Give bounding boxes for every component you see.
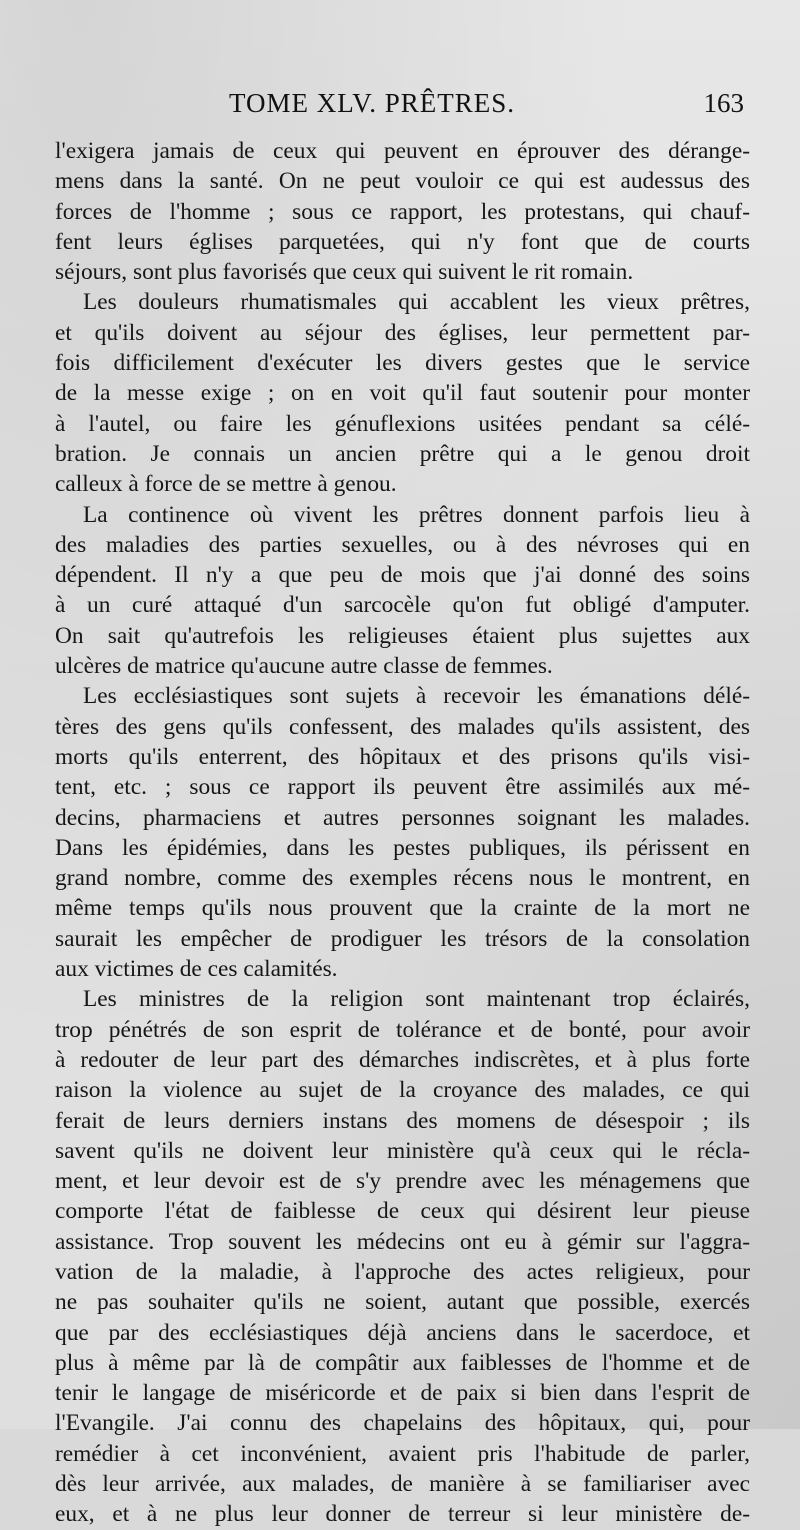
text-line: morts qu'ils enterrent, des hôpitaux et des prisons qu'ils visi- <box>55 743 750 770</box>
text-line: ferait de leurs derniers instans des momens de désespoir ; ils <box>55 1107 750 1134</box>
text-line: tères des gens qu'ils confessent, des malades qu'ils assistent, des <box>55 713 750 740</box>
text-line: eux, et à ne plus leur donner de terreur si leur ministère de- <box>55 1501 750 1528</box>
text-line: On sait qu'autrefois les religieuses étaient plus sujettes aux <box>55 622 750 649</box>
text-line: tenir le langage de miséricorde et de paix si bien dans l'esprit de <box>55 1380 750 1407</box>
text-line: calleux à force de se mettre à genou. <box>55 471 397 498</box>
text-line: l'exigera jamais de ceux qui peuvent en éprouver des dérange- <box>55 138 750 164</box>
text-line: bration. Je connais un ancien prêtre qui a le genou droit <box>55 440 750 467</box>
text-line: comporte l'état de faiblesse de ceux qui désirent leur pieuse <box>55 1198 750 1225</box>
text-line: savent qu'ils ne doivent leur ministère qu'à ceux qui le récla- <box>55 1137 750 1164</box>
text-line: aux victimes de ces calamités. <box>55 956 338 983</box>
text-line: Les ministres de la religion sont maintenant trop éclairés, <box>83 986 750 1013</box>
text-line: plus à même par là de compâtir aux faiblesses de l'homme et de <box>55 1349 750 1376</box>
text-line: ulcères de matrice qu'aucune autre classe de femmes. <box>55 653 553 680</box>
text-line: tent, etc. ; sous ce rapport ils peuvent être assimilés aux mé- <box>55 774 750 801</box>
text-line: l'Evangile. J'ai connu des chapelains des hôpitaux, qui, pour <box>55 1410 750 1437</box>
text-line: à un curé attaqué d'un sarcocèle qu'on fut obligé d'amputer. <box>55 592 750 619</box>
text-line: de la messe exige ; on en voit qu'il faut soutenir pour monter <box>55 380 750 407</box>
text-line: séjours, sont plus favorisés que ceux qui suivent le rit romain. <box>55 259 634 286</box>
text-line: même temps qu'ils nous prouvent que la crainte de la mort ne <box>55 895 750 922</box>
text-line: grand nombre, comme des exemples récens nous le montrent, en <box>55 865 750 892</box>
text-line: saurait les empêcher de prodiguer les trésors de la consolation <box>55 925 750 952</box>
text-line: que par des ecclésiastiques déjà anciens dans le sacerdoce, et <box>55 1319 750 1346</box>
text-line: à l'autel, ou faire les génuflexions usitées pendant sa célé- <box>55 410 750 437</box>
text-line: mens dans la santé. On ne peut vouloir ce qui est audessus des <box>55 168 750 195</box>
text-line: trop pénétrés de son esprit de tolérance et de bonté, pour avoir <box>55 1016 750 1043</box>
text-line: Les douleurs rhumatismales qui accablent les vieux prêtres, <box>83 289 750 316</box>
text-line: et qu'ils doivent au séjour des églises, leur permettent par- <box>55 319 750 346</box>
text-line: à redouter de leur part des démarches indiscrètes, et à plus forte <box>55 1046 750 1073</box>
text-line: des maladies des parties sexuelles, ou à des névroses qui en <box>55 531 750 558</box>
page-number: 163 <box>703 88 744 118</box>
text-line: remédier à cet inconvénient, avaient pris l'habitude de parler, <box>55 1440 750 1467</box>
text-line: decins, pharmaciens et autres personnes soignant les malades. <box>55 804 750 831</box>
text-line: Les ecclésiastiques sont sujets à recevoir les émanations délé- <box>83 683 750 710</box>
text-line: forces de l'homme ; sous ce rapport, les protestans, qui chauf- <box>55 198 750 225</box>
text-line: dépendent. Il n'y a que peu de mois que j'ai donné des soins <box>55 562 750 589</box>
text-line: fois difficilement d'exécuter les divers gestes que le service <box>55 350 750 377</box>
body-text <box>55 136 750 1530</box>
text-line: raison la violence au sujet de la croyance des malades, ce qui <box>55 1077 750 1104</box>
text-line: La continence où vivent les prêtres donnent parfois lieu à <box>83 501 750 528</box>
text-line: Dans les épidémies, dans les pestes publiques, ils périssent en <box>55 834 750 861</box>
page-header <box>55 88 750 134</box>
text-line: assistance. Trop souvent les médecins ont eu à gémir sur l'aggra- <box>55 1228 750 1255</box>
text-line: vation de la maladie, à l'approche des actes religieux, pour <box>55 1258 750 1285</box>
text-line: fent leurs églises parquetées, qui n'y font que de courts <box>55 228 750 255</box>
text-line: ment, et leur devoir est de s'y prendre avec les ménagemens que <box>55 1168 750 1195</box>
running-title: TOME XLV. PRÊTRES. <box>229 88 516 118</box>
text-line: ne pas souhaiter qu'ils ne soient, autant que possible, exercés <box>55 1289 750 1316</box>
text-line: dès leur arrivée, aux malades, de manière à se familiariser avec <box>55 1471 750 1498</box>
